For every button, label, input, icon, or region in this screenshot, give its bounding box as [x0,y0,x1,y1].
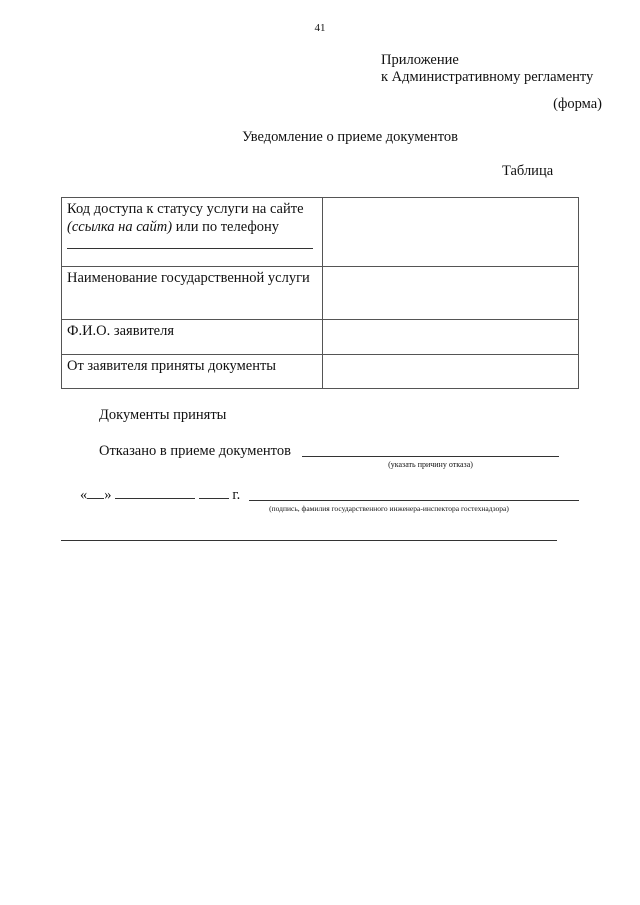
table-row [62,320,579,355]
date-row [80,486,240,504]
year-blank[interactable] [199,486,229,499]
applicant-name-label: Ф.И.О. заявителя [62,320,323,355]
documents-refused-text: Отказано в приеме документов [99,443,291,459]
appendix-subtitle: к Административному регламенту [381,69,594,85]
separator-line [61,540,557,541]
year-suffix: г. [232,487,241,503]
site-link-placeholder: (ссылка на сайт) [67,219,173,235]
signature-caption: (подпись, фамилия государственного инженера-инспектора гостехнадзора) [269,504,509,513]
form-label: (форма) [553,96,602,112]
phone-label: или по телефону [172,219,279,235]
table-row [62,355,579,389]
access-code-value-cell[interactable] [323,198,579,267]
documents-received-value-cell[interactable] [323,355,579,389]
date-open-quote: « [80,487,88,503]
appendix-title: Приложение [381,52,459,68]
page-number: 41 [314,22,326,34]
document-title: Уведомление о приеме документов [242,129,458,145]
date-close-quote: » [104,487,112,503]
notice-table [61,197,579,389]
access-code-label: Код доступа к статусу услуги на сайте [67,201,304,217]
applicant-name-value-cell[interactable] [323,320,579,355]
service-name-label: Наименование государственной услуги [62,267,323,320]
refusal-reason-line[interactable] [302,456,559,457]
refusal-reason-caption: (указать причину отказа) [388,460,473,469]
signature-line[interactable] [249,500,579,501]
month-blank[interactable] [115,486,195,499]
table-row [62,267,579,320]
table-cell-label [62,198,323,267]
table-row [62,198,579,267]
service-name-value-cell[interactable] [323,267,579,320]
documents-received-label: От заявителя приняты документы [62,355,323,389]
documents-accepted-text: Документы приняты [99,407,227,423]
table-label: Таблица [502,163,554,179]
day-blank[interactable] [87,486,104,499]
access-code-blank-line[interactable] [67,238,313,249]
